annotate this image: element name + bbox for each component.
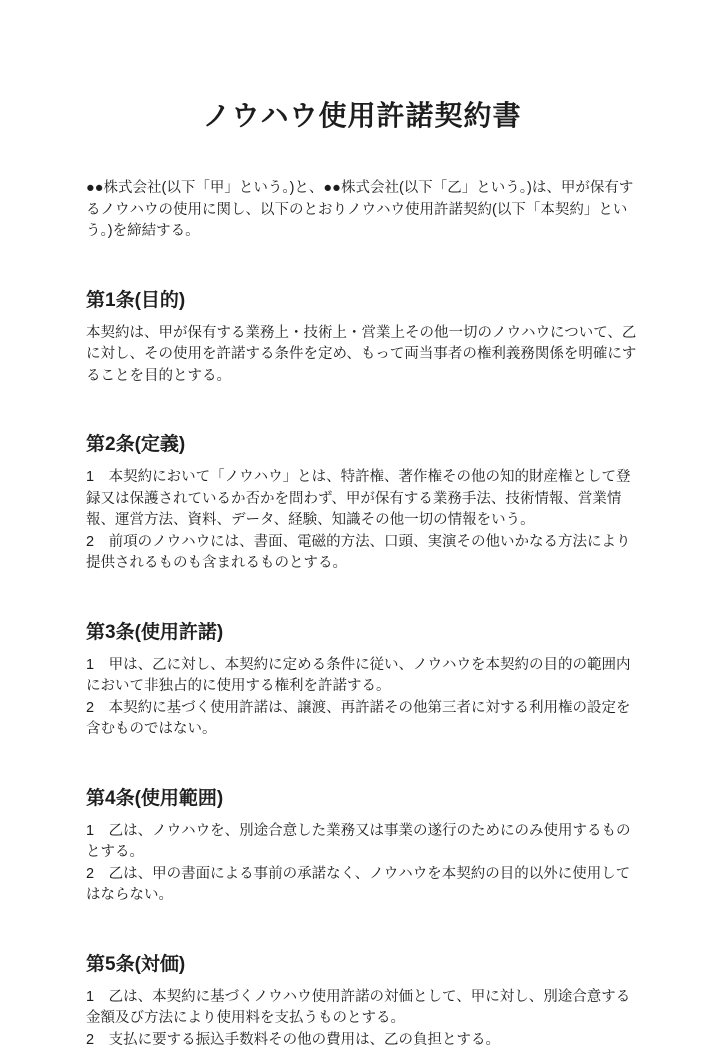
article-5-heading: 第5条(対価) <box>86 953 638 977</box>
article-3-item-2: 2 本契約に基づく使用許諾は、譲渡、再許諾その他第三者に対する利用権の設定を含むものではない。 <box>86 698 638 741</box>
article-2-item-2: 2 前項のノウハウには、書面、電磁的方法、口頭、実演その他いかなる方法により提供されるものも含まれるものとする。 <box>86 532 638 575</box>
article-3-section <box>86 621 638 741</box>
article-4-item-2: 2 乙は、甲の書面による事前の承諾なく、ノウハウを本契約の目的以外に使用してはならない。 <box>86 864 638 907</box>
article-2-section <box>86 433 638 575</box>
article-5-item-1: 1 乙は、本契約に基づくノウハウ使用許諾の対価として、甲に対し、別途合意する金額及び方法により使用料を支払うものとする。 <box>86 987 638 1030</box>
article-3-heading: 第3条(使用許諾) <box>86 621 638 645</box>
article-2-heading: 第2条(定義) <box>86 433 638 457</box>
article-1-heading: 第1条(目的) <box>86 289 638 313</box>
article-1-paragraph: 本契約は、甲が保有する業務上・技術上・営業上その他一切のノウハウについて、乙に対し、その使用を許諾する条件を定め、もって両当事者の権利義務関係を明確にすることを目的とする。 <box>86 323 638 388</box>
article-4-heading: 第4条(使用範囲) <box>86 787 638 811</box>
article-3-item-1: 1 甲は、乙に対し、本契約に定める条件に従い、ノウハウを本契約の目的の範囲内において非独占的に使用する権利を許諾する。 <box>86 655 638 698</box>
article-4-item-1: 1 乙は、ノウハウを、別途合意した業務又は事業の遂行のためにのみ使用するものとする。 <box>86 821 638 864</box>
article-5-item-2: 2 支払に要する振込手数料その他の費用は、乙の負担とする。 <box>86 1030 638 1051</box>
article-5-section <box>86 953 638 1051</box>
document-title: ノウハウ使用許諾契約書 <box>86 96 638 136</box>
article-1-section <box>86 289 638 388</box>
preamble-paragraph: ●●株式会社(以下「甲」という。)と、●●株式会社(以下「乙」という。)は、甲が保有するノウハウの使用に関し、以下のとおりノウハウ使用許諾契約(以下「本契約」という。)を締結する。 <box>86 178 638 243</box>
article-4-section <box>86 787 638 907</box>
article-2-item-1: 1 本契約において「ノウハウ」とは、特許権、著作権その他の知的財産権として登録又は保護されているか否かを問わず、甲が保有する業務手法、技術情報、営業情報、運営方法、資料、データ、経験、知識その他一切の情報をいう。 <box>86 467 638 532</box>
